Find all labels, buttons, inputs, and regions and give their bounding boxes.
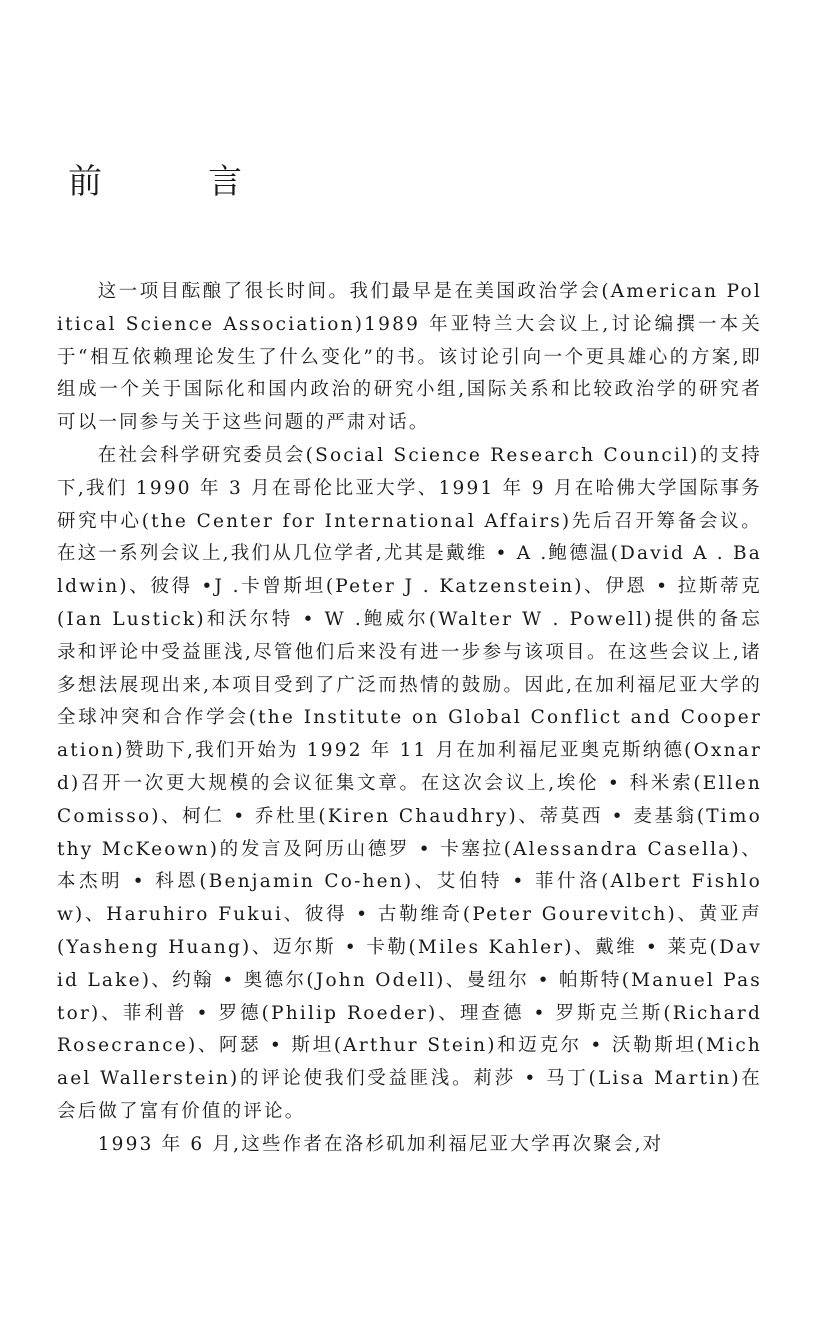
paragraph-1: 这一项目酝酿了很长时间。我们最早是在美国政治学会(American Political Science Association)1989 年亚特兰大会议上,讨论编撰一本关于“相互依赖理论发生了什么变化”的书。该讨论引向一个更具雄心的方案,即组成一个关于国际化和国内政治的研究小组,国际关系和比较政治学的研究者可以一同参与关于这些问题的严肃对话。 — [57, 281, 762, 434]
body-text — [57, 276, 762, 1162]
page-title: 前 言 — [68, 162, 278, 202]
paragraph-2: 在社会科学研究委员会(Social Science Research Council)的支持下,我们 1990 年 3 月在哥伦比亚大学、1991 年 9 月在哈佛大学国际事务研究中心(the Center for International Affairs)先后召开筹备会议。在这一系列会议上,我们从几位学者,尤其是戴维 • A .鲍德温(David A . Baldwin)、彼得 •J .卡曾斯坦(Peter J . Katzenstein)、伊恩 • 拉斯蒂克(Ian Lustick)和沃尔特 • W .鲍威尔(Walter W . Powell)提供的备忘录和评论中受益匪浅,尽管他们后来没有进一步参与该项目。在这些会议上,诸多想法展现出来,本项目受到了广泛而热情的鼓励。因此,在加利福尼亚大学的全球冲突和合作学会(the Institute on Global Conflict and Cooperation)赞助下,我们开始为 1992 年 11 月在加利福尼亚奥克斯纳德(Oxnard)召开一次更大规模的会议征集文章。在这次会议上,埃伦 • 科米索(Ellen Comisso)、柯仁 • 乔杜里(Kiren Chaudhry)、蒂莫西 • 麦基翁(Timothy McKeown)的发言及阿历山德罗 • 卡塞拉(Alessandra Casella)、本杰明 • 科恩(Benjamin Co-hen)、艾伯特 • 菲什洛(Albert Fishlow)、Haruhiro Fukui、彼得 • 古勒维奇(Peter Gourevitch)、黄亚声(Yasheng Huang)、迈尔斯 • 卡勒(Miles Kahler)、戴维 • 莱克(David Lake)、约翰 • 奥德尔(John Odell)、曼纽尔 • 帕斯特(Manuel Pastor)、菲利普 • 罗德(Philip Roeder)、理查德 • 罗斯克兰斯(Richard Rosecrance)、阿瑟 • 斯坦(Arthur Stein)和迈克尔 • 沃勒斯坦(Michael Wallerstein)的评论使我们受益匪浅。莉莎 • 马丁(Lisa Martin)在会后做了富有价值的评论。 — [57, 444, 762, 1122]
paragraph-3: 1993 年 6 月,这些作者在洛杉矶加利福尼亚大学再次聚会,对 — [97, 1133, 664, 1155]
